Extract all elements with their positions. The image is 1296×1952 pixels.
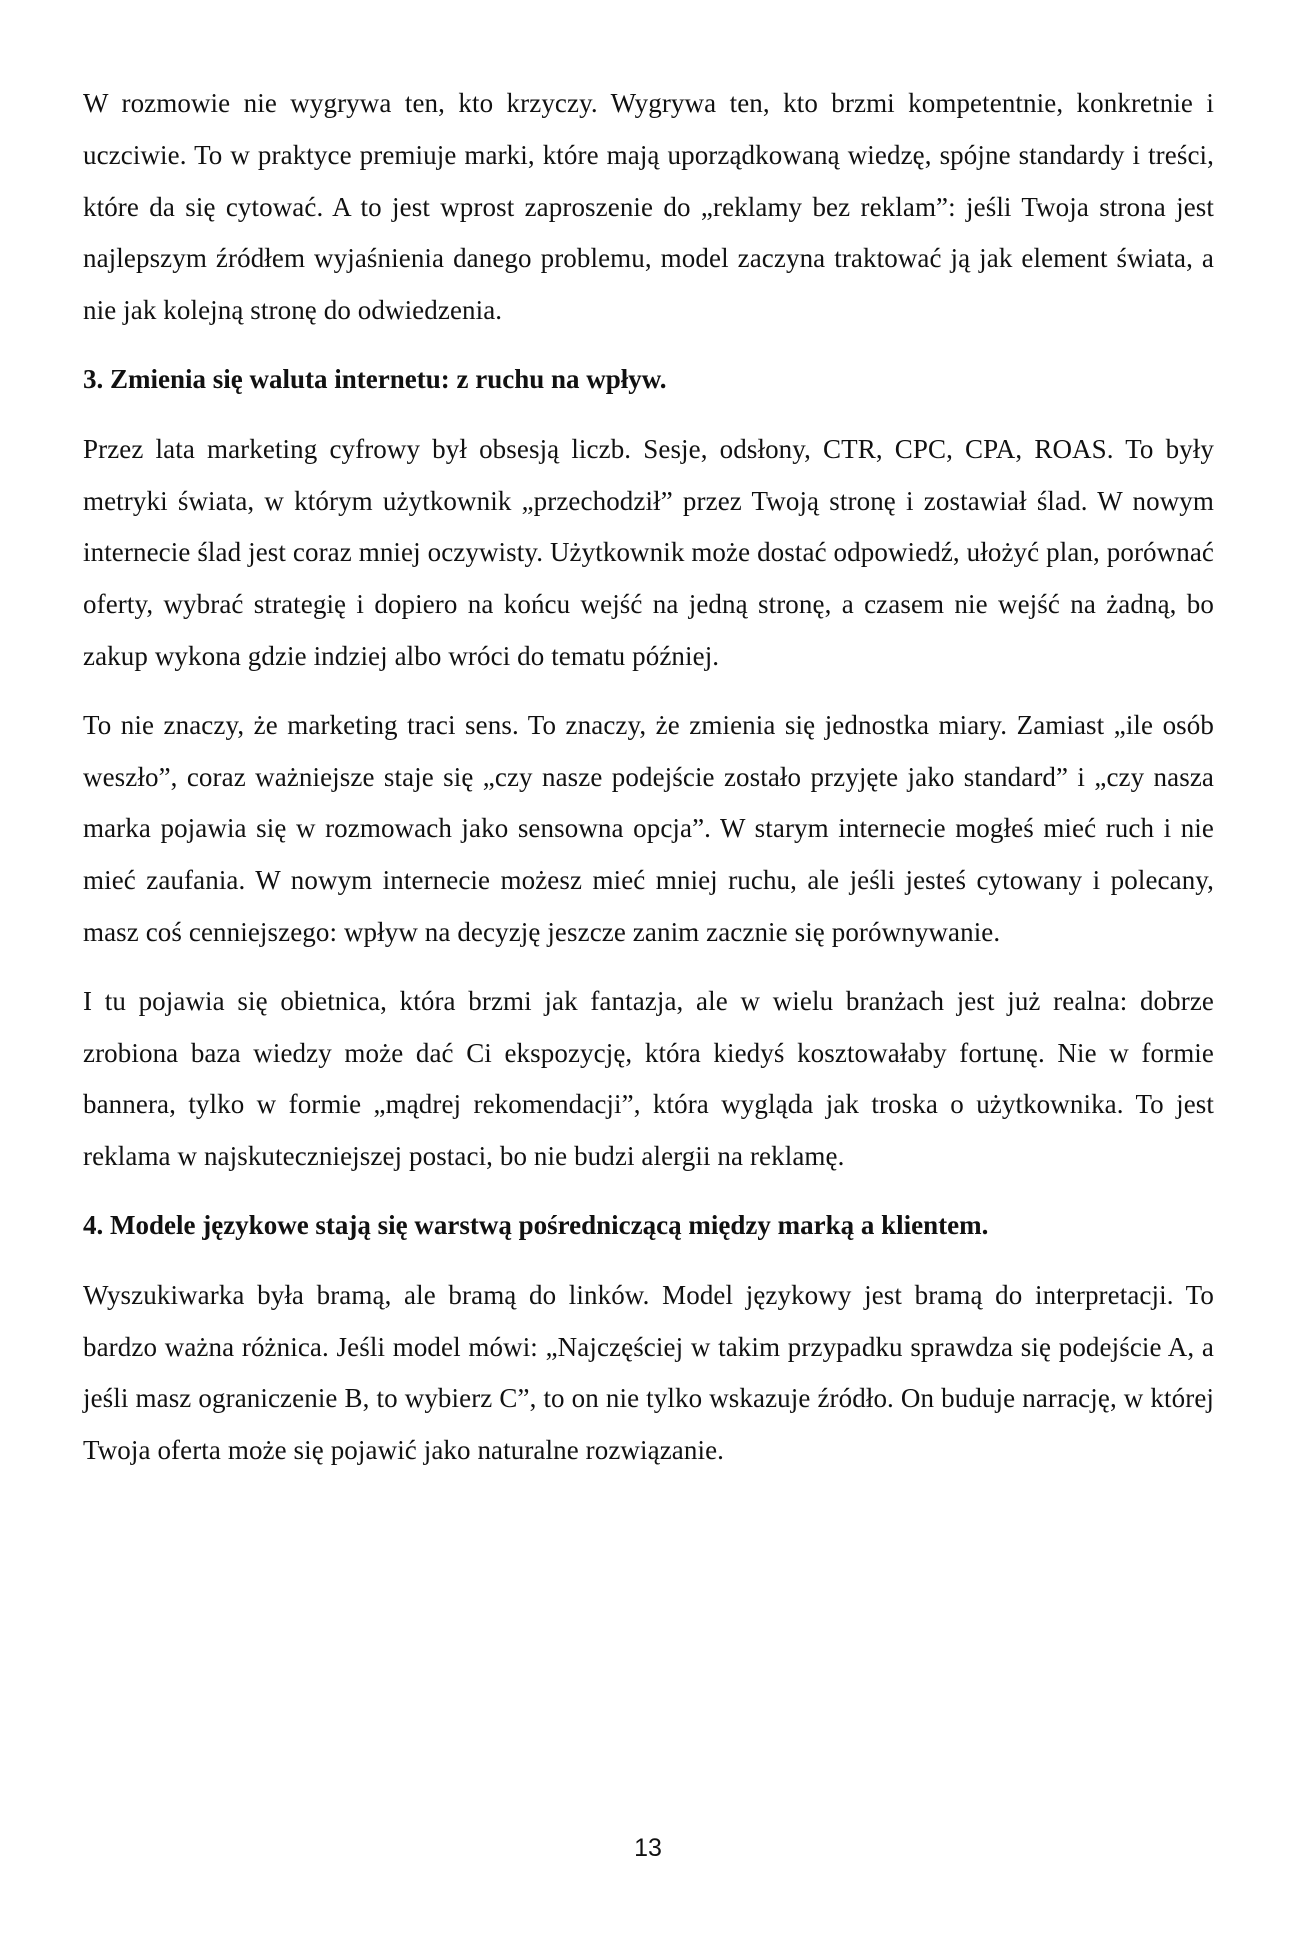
paragraph-language-models: Wyszukiwarka była bramą, ale bramą do linków. Model językowy jest bramą do interpretacji. To bardzo ważna różnica. Jeśli model mówi: „Najczęściej w takim przypadku sprawdza się podejście A, a jeśli masz ograniczenie B, to wybierz C”, to on nie tylko wskazuje źródło. On buduje narrację, w której Twoja oferta może się pojawić jako naturalne rozwiązanie. <box>83 1279 1214 1466</box>
paragraph-promise: I tu pojawia się obietnica, która brzmi jak fantazja, ale w wielu branżach jest już realna: dobrze zrobiona baza wiedzy może dać Ci ekspozycję, która kiedyś kosztowałaby fortunę. Nie w formie bannera, tylko w formie „mądrej rekomendacji”, która wygląda jak troska o użytkownika. To jest reklama w najskuteczniejszej postaci, bo nie budzi alergii na reklamę. <box>83 985 1214 1172</box>
paragraph-metrics: Przez lata marketing cyfrowy był obsesją liczb. Sesje, odsłony, CTR, CPC, CPA, ROAS. To były metryki świata, w którym użytkownik „przechodził” przez Twoją stronę i zostawiał ślad. W nowym internecie ślad jest coraz mniej oczywisty. Użytkownik może dostać odpowiedź, ułożyć plan, porównać oferty, wybrać strategię i dopiero na końcu wejść na jedną stronę, a czasem nie wejść na żadną, bo zakup wykona gdzie indziej albo wróci do tematu później. <box>83 433 1214 671</box>
section-heading-3: 3. Zmienia się waluta internetu: z ruchu na wpływ. <box>83 363 667 394</box>
paragraph-unit-of-measure: To nie znaczy, że marketing traci sens. To znaczy, że zmienia się jednostka miary. Zamiast „ile osób weszło”, coraz ważniejsze staje się „czy nasze podejście zostało przyjęte jako standard” i „czy nasza marka pojawia się w rozmowach jako sensowna opcja”. W starym internecie mogłeś mieć ruch i nie mieć zaufania. W nowym internecie możesz mieć mniej ruchu, ale jeśli jesteś cytowany i polecany, masz coś cenniejszego: wpływ na decyzję jeszcze zanim zacznie się porównywanie. <box>83 709 1214 947</box>
section-heading-4: 4. Modele językowe stają się warstwą pośredniczącą między marką a klientem. <box>83 1209 989 1240</box>
page-number: 13 <box>634 1834 662 1862</box>
document-page <box>83 78 1214 1494</box>
paragraph-intro: W rozmowie nie wygrywa ten, kto krzyczy. Wygrywa ten, kto brzmi kompetentnie, konkretnie i uczciwie. To w praktyce premiuje marki, które mają uporządkowaną wiedzę, spójne standardy i treści, które da się cytować. A to jest wprost zaproszenie do „reklamy bez reklam”: jeśli Twoja strona jest najlepszym źródłem wyjaśnienia danego problemu, model zaczyna traktować ją jak element świata, a nie jak kolejną stronę do odwiedzenia. <box>83 88 1214 326</box>
